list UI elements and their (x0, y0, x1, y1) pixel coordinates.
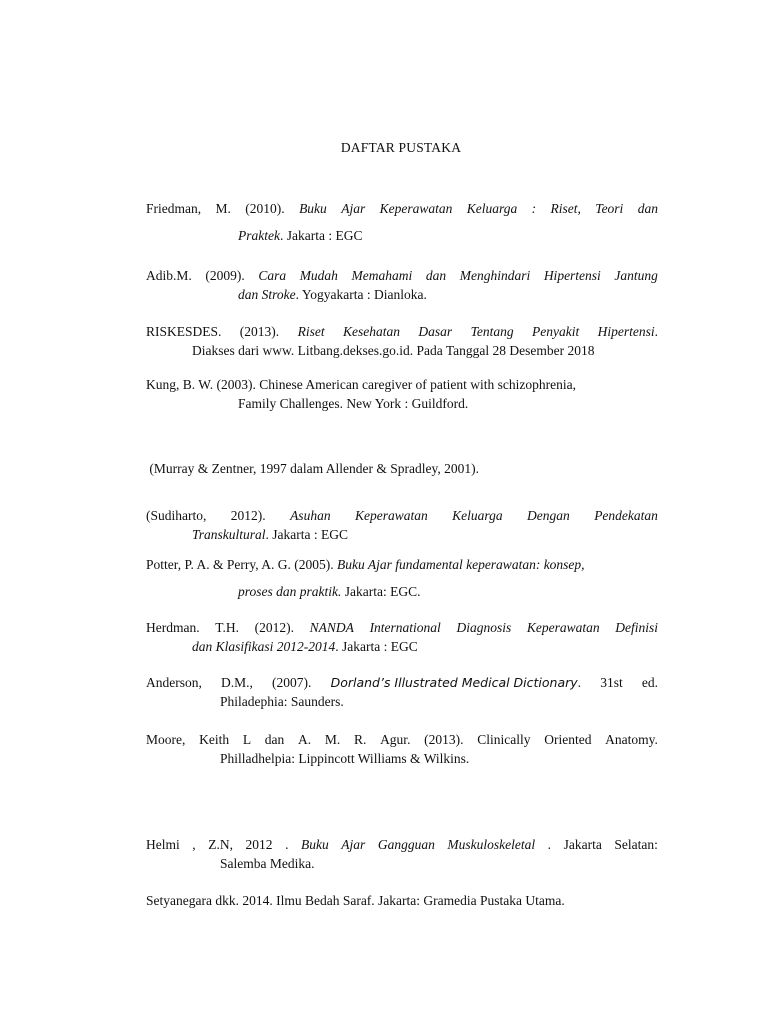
reference-line (146, 506, 658, 525)
ref-title-text: Keluarga (452, 508, 503, 523)
ref-title-text: Riset (297, 324, 325, 339)
ref-text: . (285, 837, 289, 852)
ref-text: . Jakarta : EGC (279, 228, 363, 243)
reference-line (146, 266, 658, 285)
reference-line (146, 285, 658, 304)
reference-line: Salemba Medika. (220, 856, 315, 871)
ref-text: Jakarta: EGC. (341, 584, 421, 599)
ref-text: 2012 (245, 837, 273, 852)
ref-text: Moore, (146, 732, 186, 747)
ref-title-text: Riset, (550, 201, 581, 216)
ref-title-text: Cara (258, 268, 287, 283)
ref-text: 2012). (230, 508, 266, 523)
ref-title-text: dan (425, 268, 447, 283)
ref-text: Herdman. (146, 620, 200, 635)
ref-text: (Sudiharto, (146, 508, 207, 523)
ref-text: Adib.M. (146, 268, 192, 283)
ref-text: . Jakarta : EGC (265, 527, 349, 542)
reference-line (146, 673, 658, 692)
ref-title-text: Mudah (299, 268, 338, 283)
ref-text: . Yogyakarta : Dianloka. (295, 287, 427, 302)
ref-text: Keith (199, 732, 230, 747)
ref-title-text: Hipertensi (543, 268, 601, 283)
reference-line (146, 835, 658, 854)
ref-title-text: Teori (595, 201, 624, 216)
reference-line (146, 199, 658, 218)
ref-title-text: Gangguan (377, 837, 435, 852)
ref-text: 31st (600, 675, 623, 690)
reference-line: Diakses dari www. Litbang.dekses.go.id. Pada Tanggal 28 Desember 2018 (192, 343, 595, 358)
ref-title-text: Hipertensi (597, 324, 655, 339)
ref-title-text: Jantung (614, 268, 658, 283)
ref-text: . (577, 675, 582, 690)
ref-text: L (242, 732, 252, 747)
reference-riskesdes (146, 322, 658, 360)
ref-title-text: Pendekatan (594, 508, 658, 523)
ref-title-text: Penyakit (531, 324, 580, 339)
ref-title-text: Muskuloskeletal (447, 837, 536, 852)
ref-text: Jakarta (563, 837, 602, 852)
reference-setyanegara (146, 891, 658, 910)
ref-title-text: Dengan (527, 508, 570, 523)
ref-title-text: Kesehatan (342, 324, 400, 339)
ref-text: RISKESDES. (146, 324, 222, 339)
ref-title-text: NANDA (309, 620, 354, 635)
reference-sudiharto (146, 506, 658, 544)
reference-friedman (146, 199, 658, 245)
reference-line: (Murray & Zentner, 1997 dalam Allender & Spradley, 2001). (146, 461, 479, 476)
reference-line (146, 525, 658, 544)
ref-title-text: Asuhan (290, 508, 331, 523)
ref-title-text: Keperawatan (379, 201, 453, 216)
ref-text: T.H. (215, 620, 239, 635)
ref-text: Friedman, (146, 201, 202, 216)
ref-text: (2012). (254, 620, 295, 635)
ref-text: Anatomy. (605, 732, 658, 747)
ref-title-text: Ajar (341, 837, 366, 852)
reference-line: Setyanegara dkk. 2014. Ilmu Bedah Saraf. Jakarta: Gramedia Pustaka Utama. (146, 893, 565, 908)
ref-text: Z.N, (208, 837, 233, 852)
reference-herdman (146, 618, 658, 656)
ref-title-text: Praktek (238, 228, 280, 243)
ref-text: D.M., (221, 675, 253, 690)
reference-line (146, 618, 658, 637)
ref-text: (2009). (205, 268, 245, 283)
reference-helmi (146, 835, 658, 873)
reference-line: Philadephia: Saunders. (220, 694, 344, 709)
reference-line (146, 226, 658, 245)
ref-title-text: dan Klasifikasi 2012-2014 (192, 639, 336, 654)
ref-title-text: Dorland’s Illustrated Medical Dictionary (330, 675, 578, 690)
ref-text: (2007). (272, 675, 312, 690)
ref-text: A. (298, 732, 312, 747)
reference-line (146, 730, 658, 749)
ref-text: M. (324, 732, 341, 747)
ref-text: R. (353, 732, 367, 747)
ref-text: Anderson, (146, 675, 202, 690)
ref-title-text: Keluarga (466, 201, 518, 216)
ref-text: , (192, 837, 196, 852)
reference-line (146, 637, 658, 656)
ref-title-text: Buku Ajar fundamental keperawatan: konsep, (336, 557, 585, 572)
ref-text: (2013). (424, 732, 464, 747)
ref-text: M. (215, 201, 231, 216)
ref-title-text: Ajar (341, 201, 366, 216)
reference-murray (146, 459, 658, 478)
ref-title-text: Buku (300, 837, 329, 852)
ref-title-text: International (369, 620, 441, 635)
ref-text: . (654, 324, 658, 339)
reference-adib (146, 266, 658, 304)
ref-title-text: dan Stroke (238, 287, 296, 302)
ref-title-text: : (531, 201, 537, 216)
reference-line: Philladhelpia: Lippincott Williams & Wilkins. (220, 751, 470, 766)
reference-moore (146, 730, 658, 768)
ref-text: dan (264, 732, 285, 747)
ref-text: Selatan: (614, 837, 658, 852)
ref-title-text: Memahami (351, 268, 413, 283)
reference-line: Kung, B. W. (2003). Chinese American caregiver of patient with schizophrenia, (146, 377, 577, 392)
ref-title-text: Definisi (615, 620, 658, 635)
ref-text: . Jakarta : EGC (335, 639, 418, 654)
ref-text: Helmi (146, 837, 180, 852)
ref-text: (2013). (239, 324, 280, 339)
ref-title-text: Diagnosis (456, 620, 512, 635)
reference-anderson (146, 673, 658, 711)
ref-title-text: Keperawatan (354, 508, 428, 523)
reference-line (146, 582, 658, 601)
ref-text: ed. (641, 675, 658, 690)
ref-text: Oriented (544, 732, 592, 747)
ref-title-text: Transkultural (192, 527, 266, 542)
page-title: DAFTAR PUSTAKA (340, 140, 462, 155)
ref-title-text: Dasar (418, 324, 453, 339)
reference-potter (146, 555, 658, 601)
reference-line (146, 322, 658, 341)
ref-text: . (547, 837, 552, 852)
ref-text: Agur. (380, 732, 411, 747)
reference-line (146, 555, 658, 574)
ref-title-text: dan (637, 201, 658, 216)
reference-kung (146, 375, 658, 413)
ref-title-text: Keperawatan (526, 620, 600, 635)
reference-line: Family Challenges. New York : Guildford. (238, 396, 469, 411)
ref-title-text: Tentang (470, 324, 514, 339)
ref-text: (2010). (245, 201, 285, 216)
ref-text: Potter, P. A. & Perry, A. G. (2005). (146, 557, 337, 572)
ref-text: Clinically (477, 732, 531, 747)
ref-title-text: proses dan praktik. (238, 584, 342, 599)
ref-title-text: Buku (299, 201, 327, 216)
ref-title-text: Menghindari (459, 268, 531, 283)
